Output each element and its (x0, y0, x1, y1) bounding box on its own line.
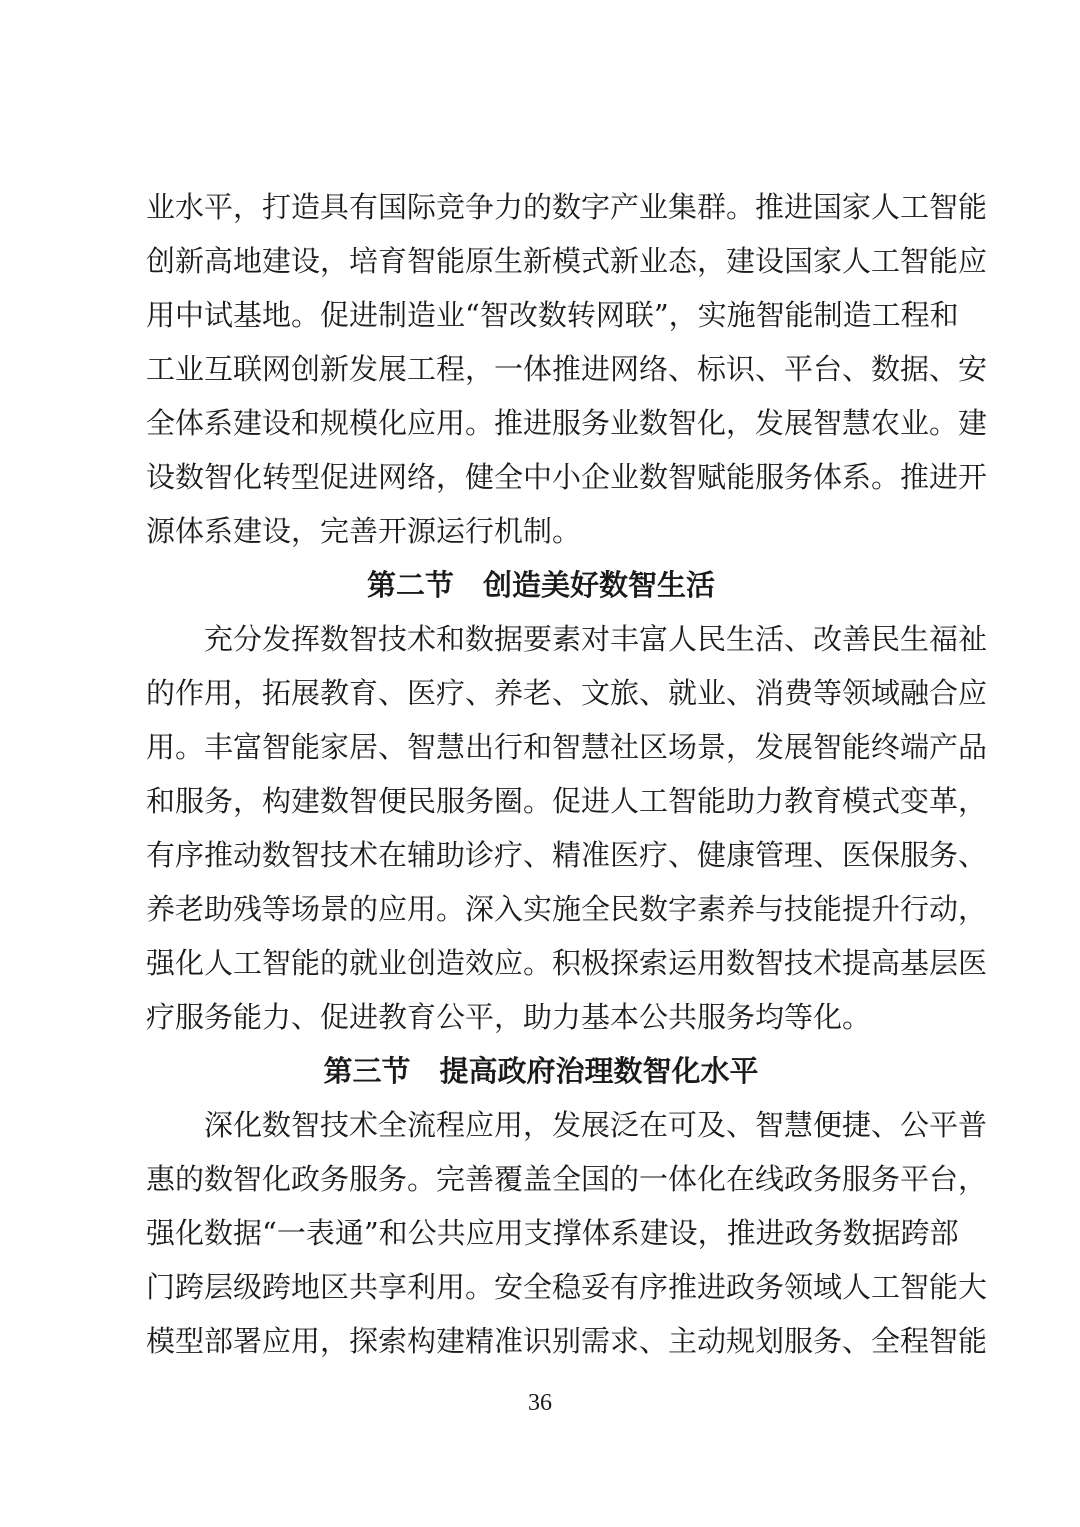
text-line: 深化数智技术全流程应用，发展泛在可及、智慧便捷、公平普 (146, 1108, 988, 1142)
text-line: 强化人工智能的就业创造效应。积极探索运用数智技术提高基层医 (146, 946, 988, 980)
text-line: 充分发挥数智技术和数据要素对丰富人民生活、改善民生福祉 (146, 622, 988, 656)
text-line: 源体系建设，完善开源运行机制。 (146, 514, 582, 548)
text-line: 设数智化转型促进网络，健全中小企业数智赋能服务体系。推进开 (146, 460, 988, 494)
text-line: 惠的数智化政务服务。完善覆盖全国的一体化在线政务服务平台， (146, 1162, 988, 1196)
text-line: 养老助残等场景的应用。深入实施全民数字素养与技能提升行动， (146, 892, 988, 926)
text-line: 有序推动数智技术在辅助诊疗、精准医疗、健康管理、医保服务、 (146, 838, 988, 872)
body-text (146, 180, 988, 1368)
text-line: 创新高地建设，培育智能原生新模式新业态，建设国家人工智能应 (146, 244, 988, 278)
paragraph (146, 180, 988, 558)
paragraph (146, 612, 988, 1044)
section-heading: 第三节 提高政府治理数智化水平 (323, 1054, 759, 1088)
text-line: 疗服务能力、促进教育公平，助力基本公共服务均等化。 (146, 1000, 872, 1034)
text-line: 用中试基地。促进制造业“智改数转网联”，实施智能制造工程和 (146, 298, 959, 332)
section-heading: 第二节 创造美好数智生活 (366, 568, 715, 602)
text-line: 和服务，构建数智便民服务圈。促进人工智能助力教育模式变革， (146, 784, 988, 818)
page-number: 36 (528, 1390, 552, 1416)
text-line: 强化数据“一表通”和公共应用支撑体系建设，推进政务数据跨部 (146, 1216, 959, 1250)
paragraph (146, 1098, 988, 1368)
text-line: 门跨层级跨地区共享利用。安全稳妥有序推进政务领域人工智能大 (146, 1270, 988, 1304)
text-line: 的作用，拓展教育、医疗、养老、文旅、就业、消费等领域融合应 (146, 676, 988, 710)
text-line: 工业互联网创新发展工程，一体推进网络、标识、平台、数据、安 (146, 352, 988, 386)
text-line: 业水平，打造具有国际竞争力的数字产业集群。推进国家人工智能 (146, 190, 988, 224)
text-line: 全体系建设和规模化应用。推进服务业数智化，发展智慧农业。建 (146, 406, 988, 440)
text-line: 模型部署应用，探索构建精准识别需求、主动规划服务、全程智能 (146, 1324, 988, 1358)
text-line: 用。丰富智能家居、智慧出行和智慧社区场景，发展智能终端产品 (146, 730, 988, 764)
